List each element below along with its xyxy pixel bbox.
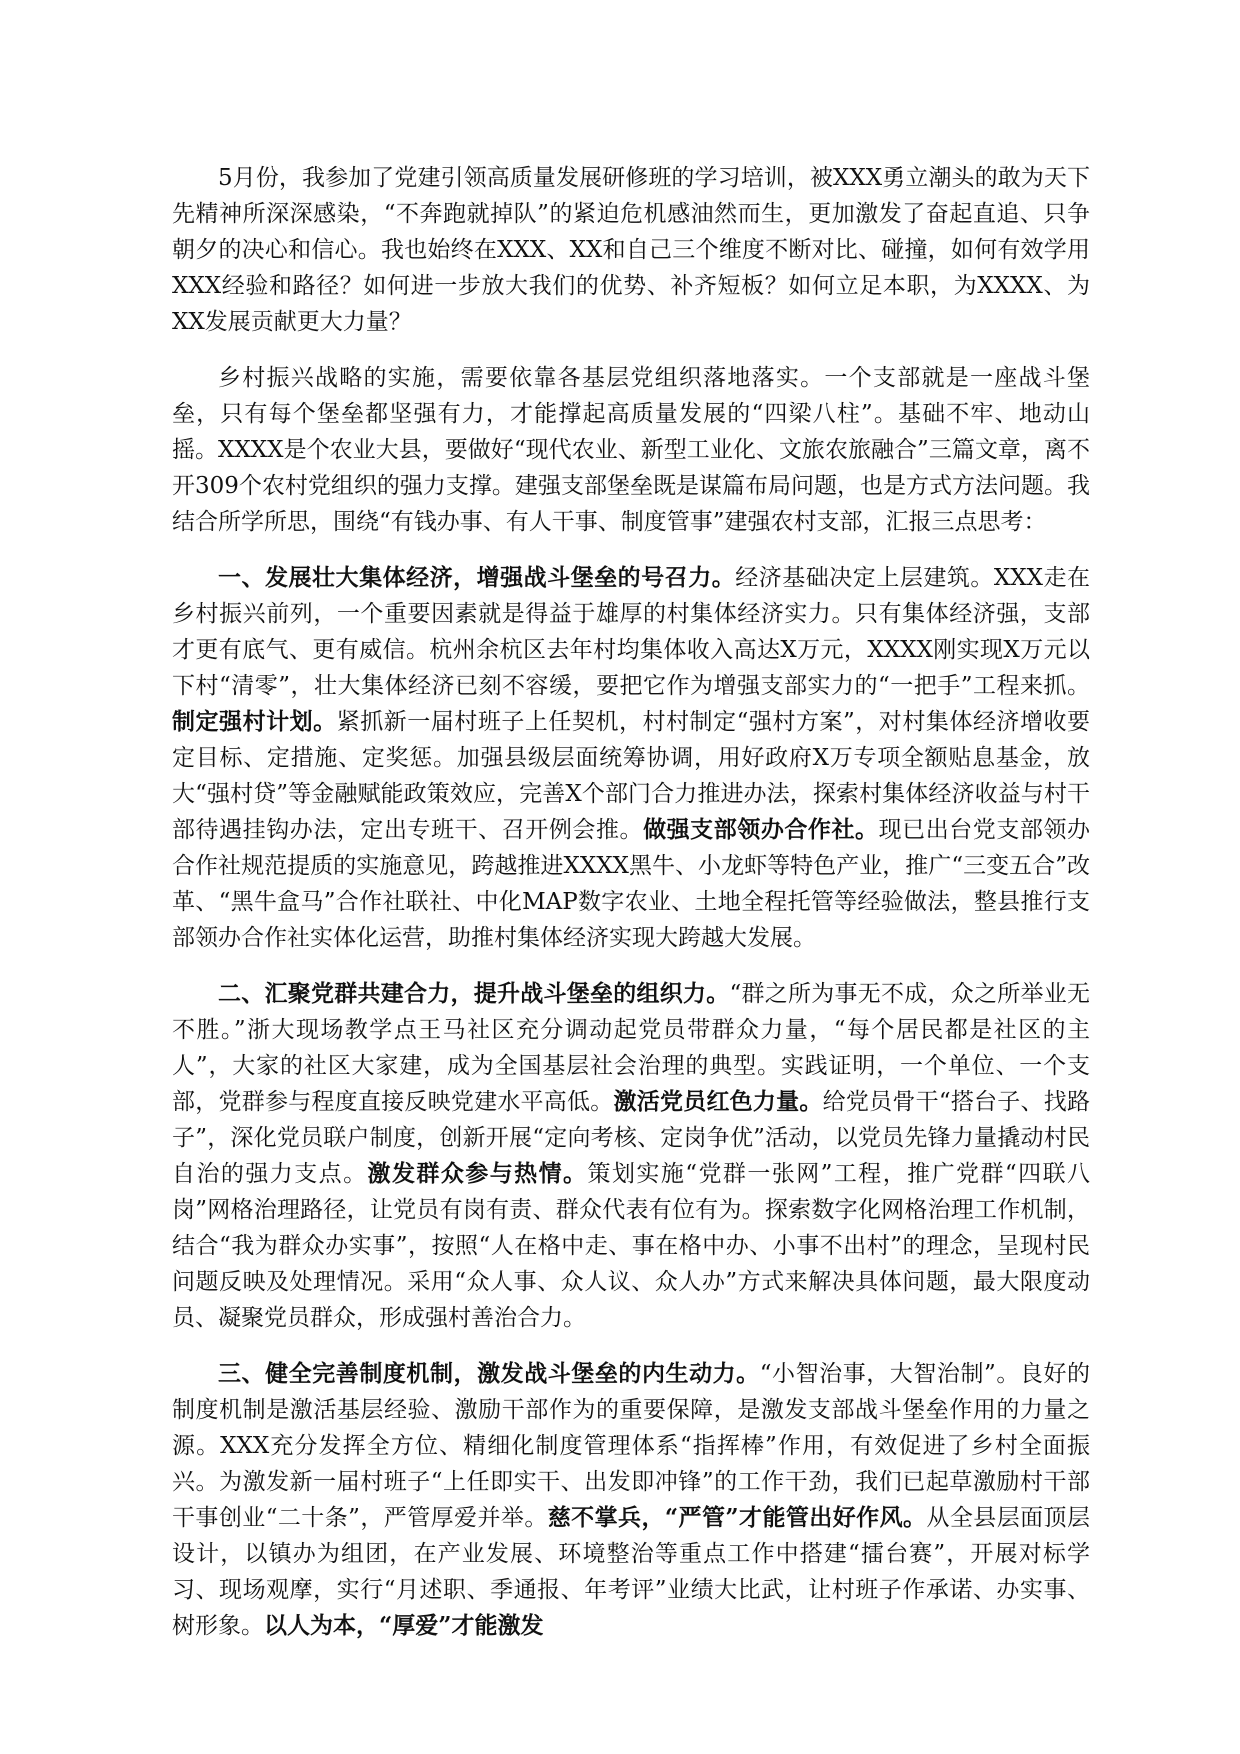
overview-text: 乡村振兴战略的实施，需要依靠各基层党组织落地落实。一个支部就是一座战斗堡垒，只有每个堡垒都坚强有力，才能撑起高质量发展的“四梁八柱”。基础不牢、地动山摇。XXXX是个农业大县，要做好“现代农业、新型工业化、文旅农旅融合”三篇文章，离不开309个农村党组织的强力支撑。建强支部堡垒既是谋篇布局问题，也是方式方法问题。我结合所学所思，围绕“有钱办事、有人干事、制度管事”建强农村支部，汇报三点思考： bbox=[172, 365, 1090, 535]
point-one-subtext-2: 现已出台党支部领办合作社规范提质的实施意见，跨越推进XXXX黑牛、小龙虾等特色产业，推广“三变五合”改革、“黑牛盒马”合作社联社、中化MAP数字农业、土地全程托管等经验做法，整县推行支部领办合作社实体化运营，助推村集体经济实现大跨越大发展。 bbox=[172, 817, 1091, 951]
point-one-subtext-1: 紧抓新一届村班子上任契机，村村制定“强村方案”，对村集体经济增收要定目标、定措施、定奖惩。加强县级层面统筹协调，用好政府X万专项全额贴息基金，放大“强村贷”等金融赋能政策效应，完善X个部门合力推进办法，探索村集体经济收益与村干部待遇挂钩办法，定出专班干、召开例会推。 bbox=[172, 709, 1090, 843]
point-one-subheading-1: 制定强村计划。 bbox=[172, 708, 337, 735]
point-two-subtext-2: 策划实施“党群一张网”工程，推广党群“四联八岗”网格治理路径，让党员有岗有责、群众代表有位有为。探索数字化网格治理工作机制，结合“我为群众办实事”，按照“人在格中走、事在格中办、小事不出村”的理念，呈现村民问题反映及处理情况。采用“众人事、众人议、众人办”方式来解决具体问题，最大限度动员、凝聚党员群众，形成强村善治合力。 bbox=[172, 1161, 1091, 1331]
point-three-subheading-2: 以人为本，“厚爱”才能激发 bbox=[264, 1612, 544, 1639]
paragraph-point-two bbox=[172, 976, 1090, 1336]
intro-text: 5月份，我参加了党建引领高质量发展研修班的学习培训，被XXX勇立潮头的敢为天下先精神所深深感染，“不奔跑就掉队”的紧迫危机感油然而生，更加激发了奋起直追、只争朝夕的决心和信心。我也始终在XXX、XX和自己三个维度不断对比、碰撞，如何有效学用XXX经验和路径？如何进一步放大我们的优势、补齐短板？如何立足本职，为XXXX、为XX发展贡献更大力量？ bbox=[172, 165, 1090, 335]
point-one-subheading-2: 做强支部领办合作社。 bbox=[643, 816, 879, 843]
point-one-heading: 一、发展壮大集体经济，增强战斗堡垒的号召力。 bbox=[218, 564, 736, 591]
paragraph-point-three bbox=[172, 1356, 1090, 1644]
point-two-heading: 二、汇聚党群共建合力，提升战斗堡垒的组织力。 bbox=[218, 980, 730, 1007]
point-two-text: “群之所为事无不成，众之所举业无不胜。”浙大现场教学点王马社区充分调动起党员带群众力量，“每个居民都是社区的主人”，大家的社区大家建，成为全国基层社会治理的典型。实践证明，一个单位、一个支部，党群参与程度直接反映党建水平高低。 bbox=[172, 981, 1091, 1115]
paragraph-overview bbox=[172, 360, 1090, 540]
document-page bbox=[172, 160, 1090, 1664]
point-two-subtext-1: 给党员骨干“搭台子、找路子”，深化党员联户制度，创新开展“定向考核、定岗争优”活动，以党员先锋力量撬动村民自治的强力支点。 bbox=[172, 1089, 1091, 1187]
point-two-subheading-2: 激发群众参与热情。 bbox=[367, 1160, 588, 1187]
point-three-subheading-1: 慈不掌兵，“严管”才能管出好作风。 bbox=[547, 1504, 927, 1531]
point-two-subheading-1: 激活党员红色力量。 bbox=[613, 1088, 823, 1115]
point-one-text: 经济基础决定上层建筑。XXX走在乡村振兴前列，一个重要因素就是得益于雄厚的村集体经济实力。只有集体经济强，支部才更有底气、更有威信。杭州余杭区去年村均集体收入高达X万元，XXXX刚实现X万元以下村“清零”，壮大集体经济已刻不容缓，要把它作为增强支部实力的“一把手”工程来抓。 bbox=[172, 565, 1091, 699]
paragraph-point-one bbox=[172, 560, 1090, 956]
point-three-text: “小智治事，大智治制”。良好的制度机制是激活基层经验、激励干部作为的重要保障，是激发支部战斗堡垒作用的力量之源。XXX充分发挥全方位、精细化制度管理体系“指挥棒”作用，有效促进了乡村全面振兴。为激发新一届村班子“上任即实干、出发即冲锋”的工作干劲，我们已起草激励村干部干事创业“二十条”，严管厚爱并举。 bbox=[172, 1361, 1090, 1531]
paragraph-intro bbox=[172, 160, 1090, 340]
point-three-subtext-1: 从全县层面顶层设计，以镇办为组团，在产业发展、环境整治等重点工作中搭建“擂台赛”，开展对标学习、现场观摩，实行“月述职、季通报、年考评”业绩大比武，让村班子作承诺、办实事、树形象。 bbox=[172, 1505, 1090, 1639]
point-three-heading: 三、健全完善制度机制，激发战斗堡垒的内生动力。 bbox=[218, 1360, 760, 1387]
